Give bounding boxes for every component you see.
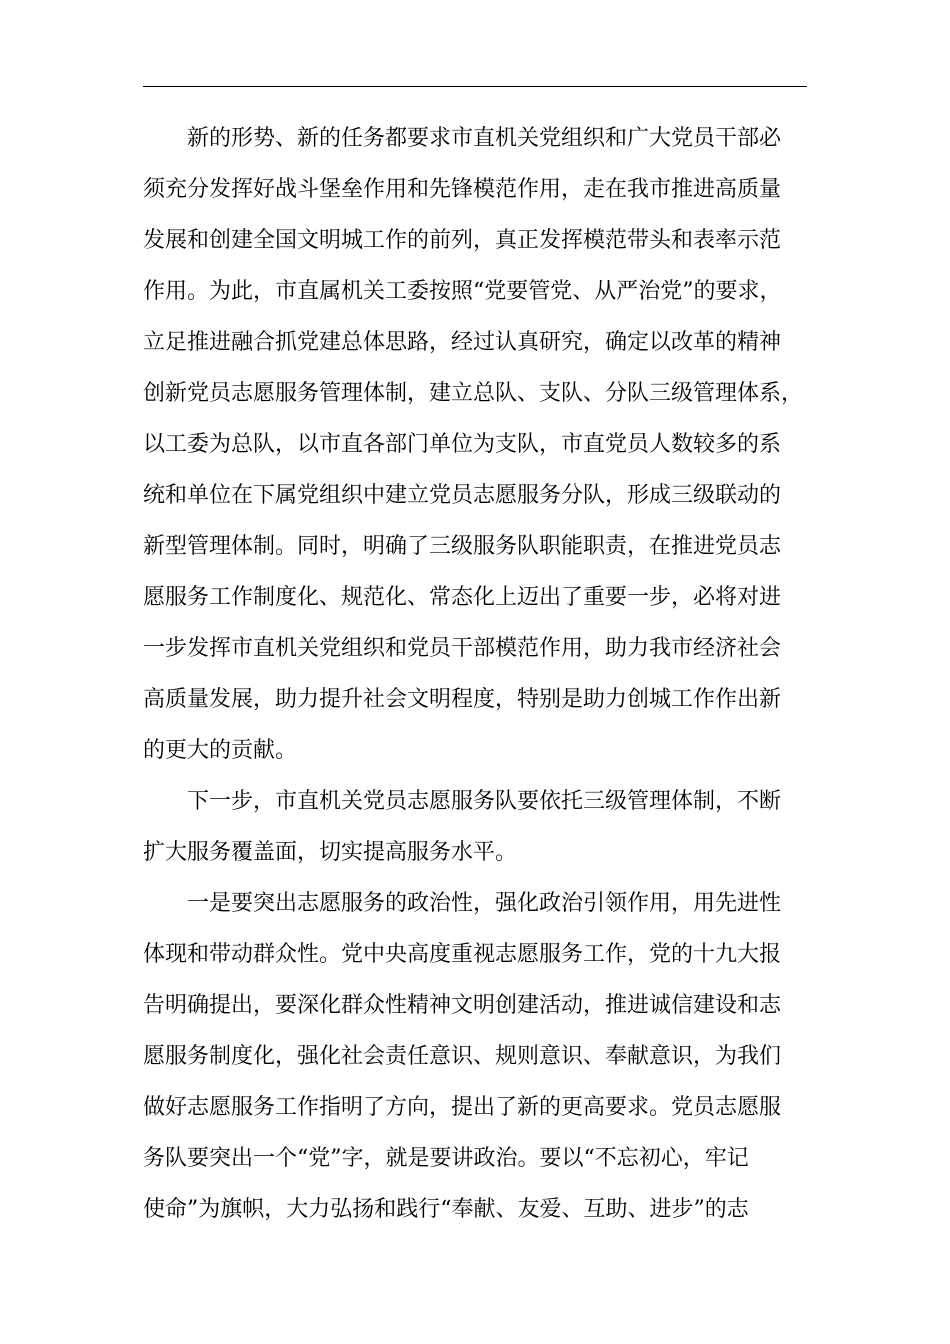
paragraph-3: 一是要突出志愿服务的政治性，强化政治引领作用，用先进性 体现和带动群众性。党中央高度重视志愿服务工作，党的十九大报 告明确提出，要深化群众性精神文明创建活动，推进诚信建设和志 愿服务制度化，强化社会责任意识、规则意识、奉献意识，为我们 做好志愿服务工作指明了方向，提出了新的更高要求。党员志愿服 务队要突出一个“党”字，就是要讲政治。要以“不忘初心，牢记 使命”为旗帜，大力弘扬和践行“奉献、友爱、互助、进步”的志 (143, 891, 782, 1222)
header-rule (143, 86, 807, 87)
paragraph-2: 下一步，市直机关党员志愿服务队要依托三级管理体制，不断 扩大服务覆盖面，切实提高服务水平。 (143, 789, 782, 865)
document-body (143, 113, 813, 1235)
paragraph-1: 新的形势、新的任务都要求市直机关党组织和广大党员干部必 须充分发挥好战斗堡垒作用和先锋模范作用，走在我市推进高质量 发展和创建全国文明城工作的前列，真正发挥模范带头和表率示范 作用。为此，市直属机关工委按照“党要管党、从严治党”的要求， 立足推进融合抓党建总体思路，经过认真研究，确定以改革的精神 创新党员志愿服务管理体制，建立总队、支队、分队三级管理体系， 以工委为总队，以市直各部门单位为支队，市直党员人数较多的系 统和单位在下属党组织中建立党员志愿服务分队，形成三级联动的 新型管理体制。同时，明确了三级服务队职能职责，在推进党员志 愿服务工作制度化、规范化、常态化上迈出了重要一步，必将对进 一步发挥市直机关党组织和党员干部模范作用，助力我市经济社会 高质量发展，助力提升社会文明程度，特别是助力创城工作作出新 的更大的贡献。 (143, 126, 804, 763)
